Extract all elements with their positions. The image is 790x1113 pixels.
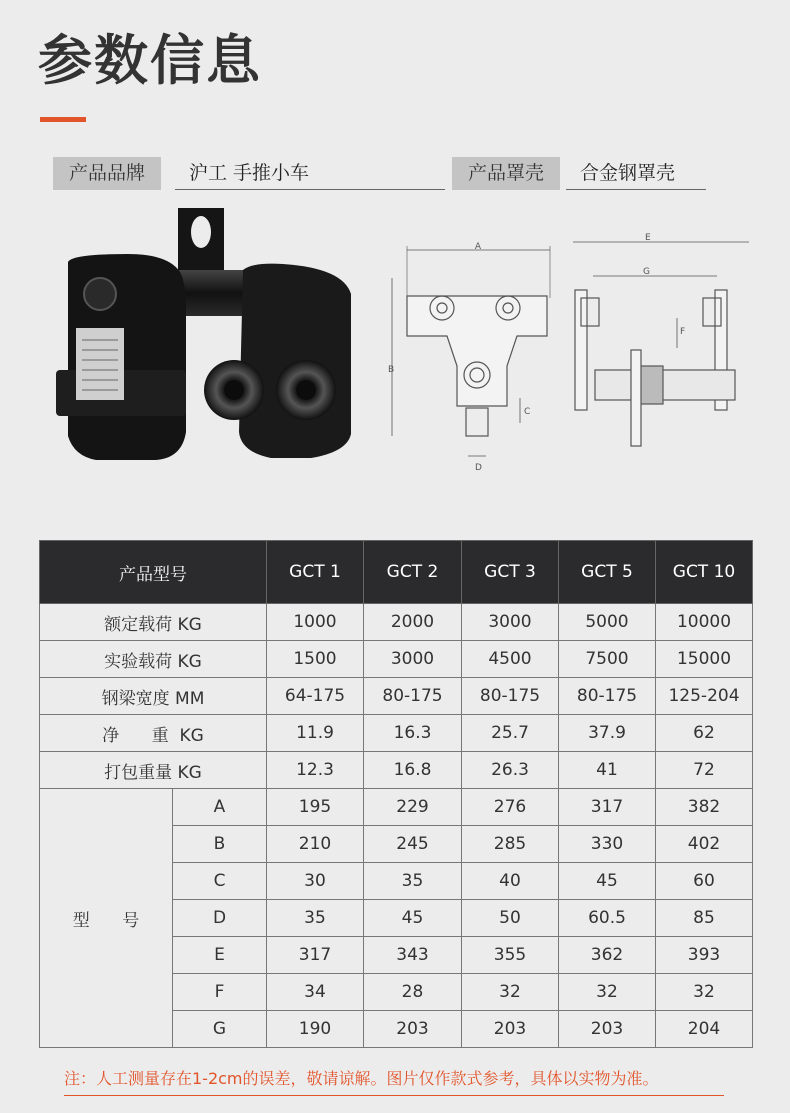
- model-header: GCT 3: [462, 541, 559, 604]
- title-underline: [40, 117, 86, 122]
- table-cell: 28: [364, 974, 462, 1011]
- dimension-group-label: 型 号: [40, 789, 173, 1048]
- spec-label: 产品罩壳: [452, 157, 560, 190]
- disclaimer-note: 注：人工测量存在1-2cm的误差，敬请谅解。图片仅作款式参考，具体以实物为准。: [64, 1068, 724, 1096]
- table-cell: 203: [462, 1011, 559, 1048]
- table-cell: 12.3: [267, 752, 364, 789]
- table-cell: 80-175: [462, 678, 559, 715]
- dimension-label: E: [173, 937, 267, 974]
- table-cell: 190: [267, 1011, 364, 1048]
- front-view-drawing: [380, 238, 560, 478]
- table-cell: 41: [559, 752, 656, 789]
- table-cell: 355: [462, 937, 559, 974]
- table-cell: 30: [267, 863, 364, 900]
- table-cell: 3000: [462, 604, 559, 641]
- dimension-label: F: [173, 974, 267, 1011]
- table-cell: 60: [656, 863, 753, 900]
- table-cell: 125-204: [656, 678, 753, 715]
- table-cell: 4500: [462, 641, 559, 678]
- table-cell: 37.9: [559, 715, 656, 752]
- side-view-drawing: [565, 228, 765, 458]
- table-cell: 203: [364, 1011, 462, 1048]
- table-cell: 62: [656, 715, 753, 752]
- dimension-label: G: [173, 1011, 267, 1048]
- table-cell: 2000: [364, 604, 462, 641]
- table-cell: 60.5: [559, 900, 656, 937]
- table-row: [40, 678, 753, 715]
- table-row: [40, 641, 753, 678]
- table-cell: 285: [462, 826, 559, 863]
- table-cell: 72: [656, 752, 753, 789]
- table-cell: 343: [364, 937, 462, 974]
- model-header: GCT 1: [267, 541, 364, 604]
- table-row: [40, 752, 753, 789]
- table-row: [40, 604, 753, 641]
- row-label: 钢梁宽度 MM: [40, 678, 267, 715]
- table-cell: 25.7: [462, 715, 559, 752]
- table-cell: 1500: [267, 641, 364, 678]
- spec-table: [39, 540, 753, 1048]
- table-cell: 50: [462, 900, 559, 937]
- table-cell: 195: [267, 789, 364, 826]
- dimension-label: A: [173, 789, 267, 826]
- row-label: 实验载荷 KG: [40, 641, 267, 678]
- table-cell: 3000: [364, 641, 462, 678]
- spec-value: 合金钢罩壳: [566, 157, 706, 190]
- table-cell: 80-175: [559, 678, 656, 715]
- table-row: [40, 715, 753, 752]
- table-cell: 203: [559, 1011, 656, 1048]
- dimension-label: D: [173, 900, 267, 937]
- table-cell: 229: [364, 789, 462, 826]
- dim-label-f: F: [680, 327, 686, 337]
- dim-label-a: A: [474, 242, 482, 252]
- model-header: GCT 5: [559, 541, 656, 604]
- table-header-row: [40, 541, 753, 604]
- dim-label-c: C: [524, 407, 531, 417]
- row-label: 额定载荷 KG: [40, 604, 267, 641]
- table-cell: 26.3: [462, 752, 559, 789]
- dim-label-g: G: [643, 267, 650, 277]
- dimension-label: B: [173, 826, 267, 863]
- row-label: 打包重量 KG: [40, 752, 267, 789]
- table-cell: 85: [656, 900, 753, 937]
- table-cell: 32: [559, 974, 656, 1011]
- table-cell: 45: [559, 863, 656, 900]
- table-cell: 35: [267, 900, 364, 937]
- header-label: 产品型号: [40, 541, 267, 604]
- table-cell: 245: [364, 826, 462, 863]
- product-photo: [38, 200, 368, 470]
- table-cell: 10000: [656, 604, 753, 641]
- table-cell: 382: [656, 789, 753, 826]
- table-cell: 5000: [559, 604, 656, 641]
- table-row: [40, 789, 753, 826]
- dim-label-b: B: [388, 365, 395, 375]
- table-cell: 40: [462, 863, 559, 900]
- table-cell: 1000: [267, 604, 364, 641]
- table-cell: 317: [559, 789, 656, 826]
- spec-label: 产品品牌: [53, 157, 161, 190]
- dim-label-d: D: [475, 463, 482, 473]
- model-header: GCT 2: [364, 541, 462, 604]
- table-cell: 317: [267, 937, 364, 974]
- table-cell: 204: [656, 1011, 753, 1048]
- model-header: GCT 10: [656, 541, 753, 604]
- table-cell: 210: [267, 826, 364, 863]
- page-title: 参数信息: [38, 29, 262, 92]
- table-cell: 330: [559, 826, 656, 863]
- table-cell: 16.8: [364, 752, 462, 789]
- table-cell: 362: [559, 937, 656, 974]
- table-cell: 80-175: [364, 678, 462, 715]
- table-cell: 7500: [559, 641, 656, 678]
- spec-value: 沪工 手推小车: [175, 157, 445, 190]
- table-cell: 35: [364, 863, 462, 900]
- table-cell: 15000: [656, 641, 753, 678]
- table-cell: 393: [656, 937, 753, 974]
- table-cell: 11.9: [267, 715, 364, 752]
- table-cell: 45: [364, 900, 462, 937]
- table-cell: 32: [462, 974, 559, 1011]
- table-cell: 34: [267, 974, 364, 1011]
- table-cell: 32: [656, 974, 753, 1011]
- table-cell: 402: [656, 826, 753, 863]
- table-cell: 16.3: [364, 715, 462, 752]
- table-cell: 276: [462, 789, 559, 826]
- row-label: 净 重 KG: [40, 715, 267, 752]
- table-cell: 64-175: [267, 678, 364, 715]
- dimension-label: C: [173, 863, 267, 900]
- dim-label-e: E: [645, 233, 651, 243]
